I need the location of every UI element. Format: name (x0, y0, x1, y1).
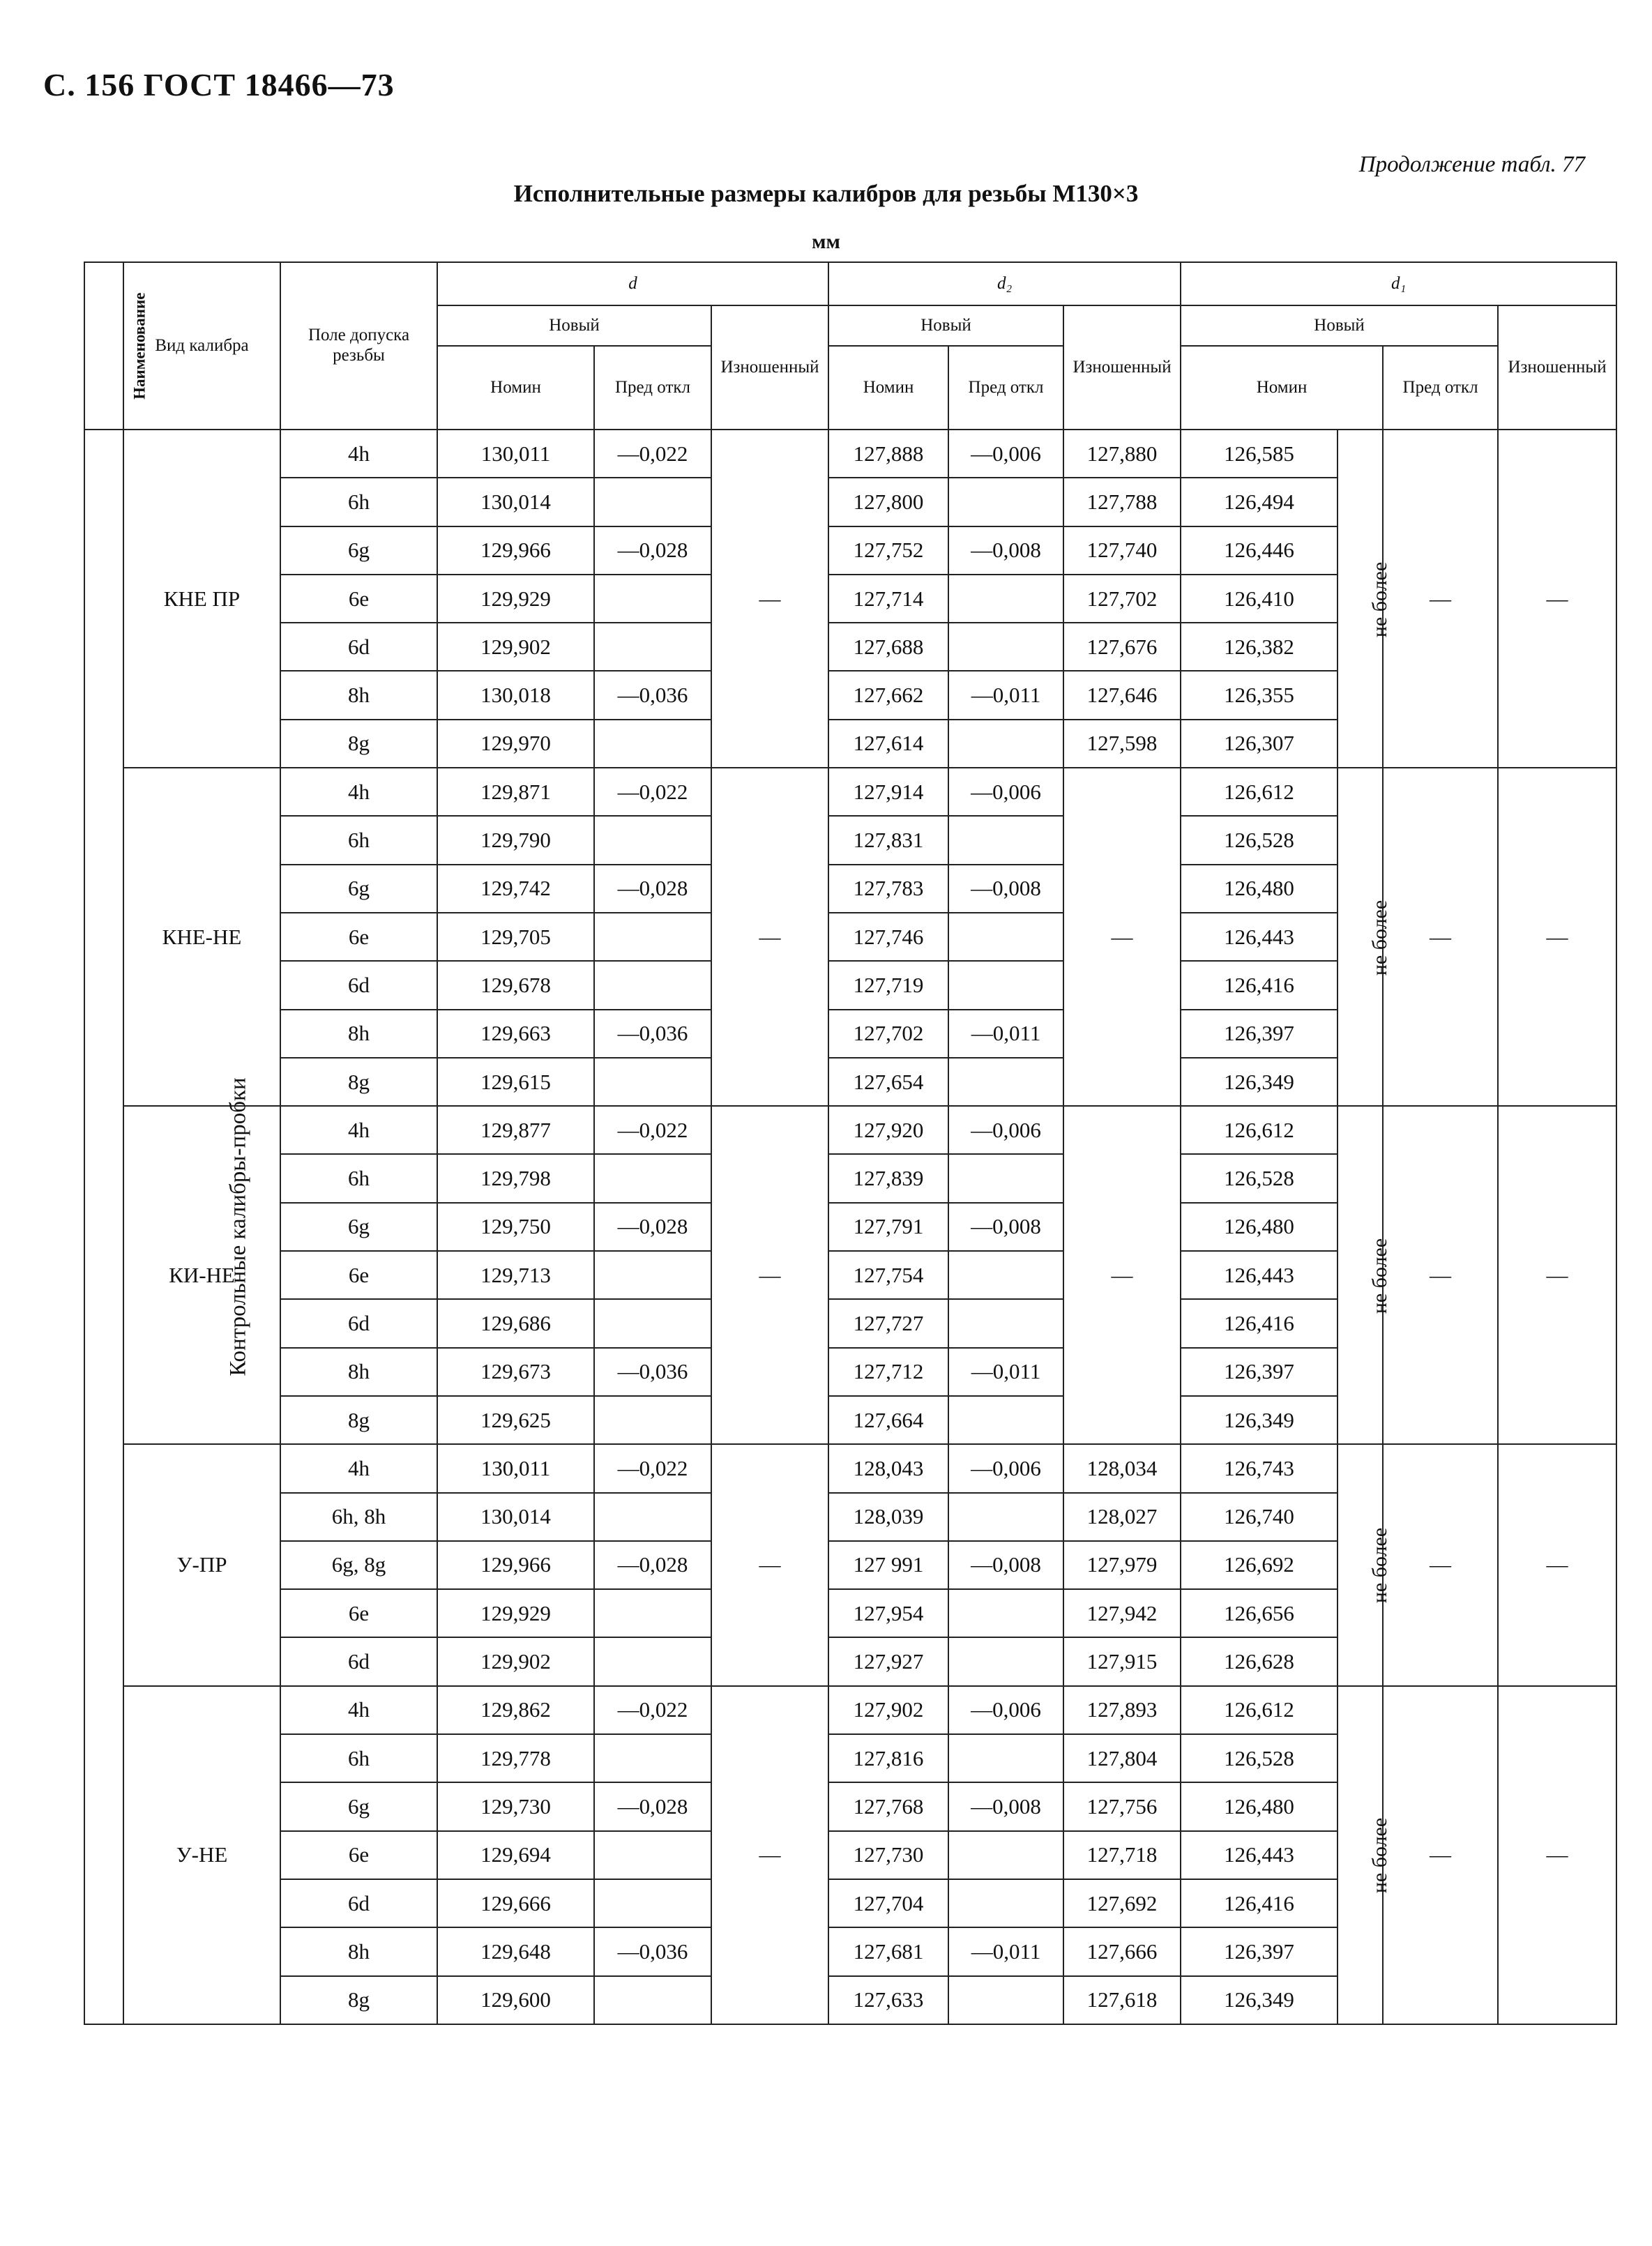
d2-deviation-cell (948, 1396, 1063, 1444)
d2-nominal-cell: 127,662 (828, 671, 948, 719)
header-tolerance: Поле допуска резьбы (280, 262, 437, 430)
d-deviation-cell (594, 1831, 711, 1879)
d2-worn-cell: 127,718 (1063, 1831, 1181, 1879)
gauge-kind: КНЕ-НЕ (123, 768, 280, 1106)
d2-deviation-cell (948, 720, 1063, 768)
d1-nominal-cell: 126,743 (1181, 1444, 1337, 1492)
tolerance-cell: 6h (280, 1154, 437, 1202)
d-nominal-cell: 129,730 (437, 1782, 594, 1830)
d2-worn-cell: 127,692 (1063, 1879, 1181, 1927)
d2-nominal-cell: 127,719 (828, 961, 948, 1009)
d2-nominal-cell: 127 991 (828, 1541, 948, 1589)
d1-deviation-cell: — (1383, 1106, 1498, 1444)
header-d-worn: Изношенный (711, 305, 828, 430)
header-d1-nominal: Номин (1181, 346, 1383, 430)
d-deviation-cell (594, 1493, 711, 1541)
tolerance-cell: 4h (280, 430, 437, 478)
d-deviation-cell (594, 1637, 711, 1685)
d-nominal-cell: 129,615 (437, 1058, 594, 1106)
d1-nominal-cell: 126,612 (1181, 768, 1337, 816)
tolerance-cell: 6h (280, 1734, 437, 1782)
d2-deviation-cell (948, 1493, 1063, 1541)
d2-deviation-cell: —0,006 (948, 768, 1063, 816)
d2-worn-cell: 127,666 (1063, 1927, 1181, 1975)
d1-nominal-cell: 126,443 (1181, 913, 1337, 961)
table-row (84, 430, 1616, 478)
d1-nominal-cell: 126,349 (1181, 1058, 1337, 1106)
header-d-new: Новый (437, 305, 711, 346)
d-nominal-cell: 129,862 (437, 1686, 594, 1734)
d2-deviation-cell (948, 1299, 1063, 1347)
d-worn-cell: — (711, 1106, 828, 1444)
d2-deviation-cell (948, 478, 1063, 526)
d-nominal-cell: 129,742 (437, 865, 594, 913)
d-nominal-cell: 129,929 (437, 575, 594, 623)
tolerance-cell: 6g (280, 1203, 437, 1251)
header-d1: d₁ (1181, 262, 1616, 305)
d-nominal-cell: 129,966 (437, 1541, 594, 1589)
d-deviation-cell: —0,036 (594, 671, 711, 719)
d1-nominal-cell: 126,410 (1181, 575, 1337, 623)
d-deviation-cell (594, 1396, 711, 1444)
d2-worn-cell: 127,880 (1063, 430, 1181, 478)
header-d: d (437, 262, 828, 305)
d1-nominal-cell: 126,416 (1181, 1879, 1337, 1927)
d-deviation-cell (594, 1976, 711, 2024)
d2-worn-cell: 127,646 (1063, 671, 1181, 719)
d2-nominal-cell: 127,754 (828, 1251, 948, 1299)
d-worn-cell: — (711, 1444, 828, 1685)
d1-worn-cell: — (1498, 430, 1616, 768)
d2-worn-cell: — (1063, 1106, 1181, 1444)
tolerance-cell: 4h (280, 1686, 437, 1734)
d-deviation-cell: —0,036 (594, 1927, 711, 1975)
d1-worn-cell: — (1498, 1106, 1616, 1444)
d2-worn-cell: 127,702 (1063, 575, 1181, 623)
d-deviation-cell (594, 1734, 711, 1782)
tolerance-cell: 8h (280, 1348, 437, 1396)
page-header: С. 156 ГОСТ 18466—73 (43, 67, 395, 103)
header-d1-new: Новый (1181, 305, 1498, 346)
tolerance-cell: 6g, 8g (280, 1541, 437, 1589)
table-row (84, 768, 1616, 816)
d2-deviation-cell (948, 1637, 1063, 1685)
d1-nominal-cell: 126,656 (1181, 1589, 1337, 1637)
d2-nominal-cell: 127,752 (828, 526, 948, 575)
d2-deviation-cell (948, 1976, 1063, 2024)
header-d2-nominal: Номин (828, 346, 948, 430)
gauge-kind: КНЕ ПР (123, 430, 280, 768)
d-worn-cell: — (711, 768, 828, 1106)
d-deviation-cell: —0,028 (594, 1203, 711, 1251)
d-nominal-cell: 129,929 (437, 1589, 594, 1637)
d-worn-cell: — (711, 1686, 828, 2024)
d1-nominal-cell: 126,628 (1181, 1637, 1337, 1685)
not-more-label: не более (1337, 1444, 1383, 1685)
d-nominal-cell: 130,011 (437, 1444, 594, 1492)
d-nominal-cell: 129,686 (437, 1299, 594, 1347)
d-deviation-cell: —0,028 (594, 1541, 711, 1589)
tolerance-cell: 4h (280, 768, 437, 816)
d2-worn-cell: 127,740 (1063, 526, 1181, 575)
d1-nominal-cell: 126,443 (1181, 1251, 1337, 1299)
d1-nominal-cell: 126,349 (1181, 1396, 1337, 1444)
d2-deviation-cell (948, 816, 1063, 864)
header-d-deviation: Пред откл (594, 346, 711, 430)
tolerance-cell: 8h (280, 1010, 437, 1058)
d1-worn-cell: — (1498, 1444, 1616, 1685)
d2-worn-cell: 127,979 (1063, 1541, 1181, 1589)
d2-nominal-cell: 127,714 (828, 575, 948, 623)
d-deviation-cell: —0,022 (594, 768, 711, 816)
d2-deviation-cell: —0,006 (948, 1444, 1063, 1492)
d2-deviation-cell: —0,011 (948, 671, 1063, 719)
table-row (84, 1444, 1616, 1492)
d-deviation-cell (594, 913, 711, 961)
header-d-nominal: Номин (437, 346, 594, 430)
header-name: Наименование (84, 262, 123, 430)
d2-worn-cell: 127,915 (1063, 1637, 1181, 1685)
d2-deviation-cell: —0,008 (948, 865, 1063, 913)
d1-worn-cell: — (1498, 1686, 1616, 2024)
d-nominal-cell: 129,673 (437, 1348, 594, 1396)
tolerance-cell: 8g (280, 1976, 437, 2024)
d2-worn-cell: 127,804 (1063, 1734, 1181, 1782)
tolerance-cell: 6e (280, 1251, 437, 1299)
tolerance-cell: 6d (280, 1879, 437, 1927)
d2-nominal-cell: 127,702 (828, 1010, 948, 1058)
d2-nominal-cell: 127,888 (828, 430, 948, 478)
d2-nominal-cell: 127,746 (828, 913, 948, 961)
d-deviation-cell: —0,036 (594, 1010, 711, 1058)
tolerance-cell: 6e (280, 1589, 437, 1637)
d-deviation-cell (594, 816, 711, 864)
d-deviation-cell (594, 1251, 711, 1299)
d2-nominal-cell: 127,727 (828, 1299, 948, 1347)
d2-deviation-cell (948, 1251, 1063, 1299)
tolerance-cell: 8g (280, 1058, 437, 1106)
d-nominal-cell: 129,871 (437, 768, 594, 816)
d2-nominal-cell: 127,914 (828, 768, 948, 816)
d-deviation-cell: —0,028 (594, 1782, 711, 1830)
d2-nominal-cell: 127,681 (828, 1927, 948, 1975)
d2-deviation-cell: —0,011 (948, 1010, 1063, 1058)
d-deviation-cell: —0,022 (594, 1686, 711, 1734)
tolerance-cell: 6e (280, 575, 437, 623)
d-nominal-cell: 129,750 (437, 1203, 594, 1251)
tolerance-cell: 8h (280, 671, 437, 719)
d2-nominal-cell: 127,927 (828, 1637, 948, 1685)
d2-worn-cell: 128,027 (1063, 1493, 1181, 1541)
d-nominal-cell: 129,713 (437, 1251, 594, 1299)
d1-nominal-cell: 126,528 (1181, 1734, 1337, 1782)
d1-nominal-cell: 126,740 (1181, 1493, 1337, 1541)
d2-worn-cell: 127,618 (1063, 1976, 1181, 2024)
d-deviation-cell: —0,028 (594, 865, 711, 913)
unit-label: мм (812, 230, 840, 253)
tolerance-cell: 6h (280, 816, 437, 864)
tolerance-cell: 4h (280, 1106, 437, 1154)
d2-deviation-cell (948, 1831, 1063, 1879)
d-nominal-cell: 130,014 (437, 1493, 594, 1541)
d1-worn-cell: — (1498, 768, 1616, 1106)
d-nominal-cell: 129,648 (437, 1927, 594, 1975)
d2-worn-cell: 127,598 (1063, 720, 1181, 768)
table-row (84, 1106, 1616, 1154)
d2-deviation-cell (948, 961, 1063, 1009)
d2-nominal-cell: 127,654 (828, 1058, 948, 1106)
d1-nominal-cell: 126,397 (1181, 1010, 1337, 1058)
tolerance-cell: 6h, 8h (280, 1493, 437, 1541)
d2-nominal-cell: 127,902 (828, 1686, 948, 1734)
d1-nominal-cell: 126,397 (1181, 1927, 1337, 1975)
tolerance-cell: 6d (280, 623, 437, 671)
d-nominal-cell: 129,798 (437, 1154, 594, 1202)
d2-deviation-cell: —0,008 (948, 1541, 1063, 1589)
d2-nominal-cell: 127,712 (828, 1348, 948, 1396)
d1-deviation-cell: — (1383, 768, 1498, 1106)
header-d2-deviation: Пред откл (948, 346, 1063, 430)
d-deviation-cell (594, 623, 711, 671)
d2-nominal-cell: 127,816 (828, 1734, 948, 1782)
d1-nominal-cell: 126,416 (1181, 961, 1337, 1009)
d1-nominal-cell: 126,612 (1181, 1106, 1337, 1154)
gauge-kind: КИ-НЕ (123, 1106, 280, 1444)
d1-nominal-cell: 126,612 (1181, 1686, 1337, 1734)
d-nominal-cell: 129,790 (437, 816, 594, 864)
d2-deviation-cell: —0,008 (948, 1203, 1063, 1251)
d2-deviation-cell (948, 913, 1063, 961)
table-continuation-note: Продолжение табл. 77 (1358, 152, 1585, 177)
d2-nominal-cell: 127,800 (828, 478, 948, 526)
d2-nominal-cell: 127,791 (828, 1203, 948, 1251)
tolerance-cell: 8g (280, 1396, 437, 1444)
d2-deviation-cell: —0,011 (948, 1348, 1063, 1396)
d1-nominal-cell: 126,416 (1181, 1299, 1337, 1347)
header-d2-new: Новый (828, 305, 1063, 346)
d1-nominal-cell: 126,446 (1181, 526, 1337, 575)
d1-deviation-cell: — (1383, 430, 1498, 768)
d-deviation-cell (594, 575, 711, 623)
d2-deviation-cell (948, 1734, 1063, 1782)
tolerance-cell: 6e (280, 913, 437, 961)
d2-deviation-cell: —0,006 (948, 1686, 1063, 1734)
header-kind: Вид калибра (123, 262, 280, 430)
d-nominal-cell: 130,014 (437, 478, 594, 526)
d-nominal-cell: 130,018 (437, 671, 594, 719)
d2-nominal-cell: 127,920 (828, 1106, 948, 1154)
d-deviation-cell: —0,036 (594, 1348, 711, 1396)
d1-nominal-cell: 126,480 (1181, 1203, 1337, 1251)
d2-deviation-cell: —0,011 (948, 1927, 1063, 1975)
d2-deviation-cell: —0,006 (948, 430, 1063, 478)
d1-nominal-cell: 126,355 (1181, 671, 1337, 719)
d2-worn-cell: — (1063, 768, 1181, 1106)
tolerance-cell: 4h (280, 1444, 437, 1492)
d1-nominal-cell: 126,397 (1181, 1348, 1337, 1396)
table-title: Исполнительные размеры калибров для резьбы М130×3 (513, 180, 1139, 207)
d-deviation-cell (594, 1058, 711, 1106)
not-more-label: не более (1337, 768, 1383, 1106)
d2-deviation-cell (948, 1154, 1063, 1202)
d1-deviation-cell: — (1383, 1444, 1498, 1685)
d-nominal-cell: 129,666 (437, 1879, 594, 1927)
gauge-kind: У-НЕ (123, 1686, 280, 2024)
d2-nominal-cell: 127,839 (828, 1154, 948, 1202)
tolerance-cell: 6e (280, 1831, 437, 1879)
d-nominal-cell: 129,678 (437, 961, 594, 1009)
d2-deviation-cell (948, 1589, 1063, 1637)
d-nominal-cell: 129,600 (437, 1976, 594, 2024)
d-deviation-cell (594, 478, 711, 526)
d-deviation-cell (594, 1879, 711, 1927)
d2-deviation-cell: —0,008 (948, 526, 1063, 575)
d-deviation-cell (594, 1154, 711, 1202)
d-nominal-cell: 129,902 (437, 1637, 594, 1685)
d-nominal-cell: 129,877 (437, 1106, 594, 1154)
not-more-label: не более (1337, 1106, 1383, 1444)
d1-nominal-cell: 126,585 (1181, 430, 1337, 478)
d2-nominal-cell: 128,039 (828, 1493, 948, 1541)
d2-deviation-cell (948, 1879, 1063, 1927)
d1-nominal-cell: 126,307 (1181, 720, 1337, 768)
d2-nominal-cell: 127,954 (828, 1589, 948, 1637)
tolerance-cell: 6g (280, 526, 437, 575)
tolerance-cell: 6g (280, 1782, 437, 1830)
d-nominal-cell: 129,778 (437, 1734, 594, 1782)
d2-worn-cell: 127,676 (1063, 623, 1181, 671)
d2-worn-cell: 127,756 (1063, 1782, 1181, 1830)
d2-nominal-cell: 128,043 (828, 1444, 948, 1492)
d-nominal-cell: 129,663 (437, 1010, 594, 1058)
d1-nominal-cell: 126,692 (1181, 1541, 1337, 1589)
d2-nominal-cell: 127,614 (828, 720, 948, 768)
d-deviation-cell (594, 1589, 711, 1637)
d2-worn-cell: 127,788 (1063, 478, 1181, 526)
d1-deviation-cell: — (1383, 1686, 1498, 2024)
header-d2-worn: Изношенный (1063, 305, 1181, 430)
d-deviation-cell: —0,022 (594, 1106, 711, 1154)
d-nominal-cell: 129,966 (437, 526, 594, 575)
d-nominal-cell: 129,625 (437, 1396, 594, 1444)
tolerance-cell: 6d (280, 961, 437, 1009)
d1-nominal-cell: 126,528 (1181, 1154, 1337, 1202)
header-d1-deviation: Пред откл (1383, 346, 1498, 430)
table-row (84, 1686, 1616, 1734)
d2-worn-cell: 127,942 (1063, 1589, 1181, 1637)
tolerance-cell: 8h (280, 1927, 437, 1975)
gauge-dimensions-table (84, 261, 1617, 2025)
d2-worn-cell: 127,893 (1063, 1686, 1181, 1734)
d-deviation-cell: —0,028 (594, 526, 711, 575)
not-more-label: не более (1337, 1686, 1383, 2024)
d2-deviation-cell (948, 575, 1063, 623)
d2-nominal-cell: 127,688 (828, 623, 948, 671)
d-deviation-cell: —0,022 (594, 1444, 711, 1492)
d1-nominal-cell: 126,528 (1181, 816, 1337, 864)
d-nominal-cell: 129,694 (437, 1831, 594, 1879)
d2-worn-cell: 128,034 (1063, 1444, 1181, 1492)
d1-nominal-cell: 126,349 (1181, 1976, 1337, 2024)
d2-nominal-cell: 127,633 (828, 1976, 948, 2024)
d2-nominal-cell: 127,704 (828, 1879, 948, 1927)
tolerance-cell: 6h (280, 478, 437, 526)
d-nominal-cell: 129,970 (437, 720, 594, 768)
d2-deviation-cell (948, 623, 1063, 671)
d2-nominal-cell: 127,664 (828, 1396, 948, 1444)
d1-nominal-cell: 126,443 (1181, 1831, 1337, 1879)
d2-nominal-cell: 127,831 (828, 816, 948, 864)
side-label: Контрольные калибры-пробки (84, 430, 123, 2024)
d-nominal-cell: 129,902 (437, 623, 594, 671)
d2-nominal-cell: 127,730 (828, 1831, 948, 1879)
d2-deviation-cell: —0,006 (948, 1106, 1063, 1154)
tolerance-cell: 6d (280, 1637, 437, 1685)
d1-nominal-cell: 126,480 (1181, 865, 1337, 913)
d2-deviation-cell (948, 1058, 1063, 1106)
d-worn-cell: — (711, 430, 828, 768)
not-more-label: не более (1337, 430, 1383, 768)
d-deviation-cell (594, 1299, 711, 1347)
d1-nominal-cell: 126,494 (1181, 478, 1337, 526)
d-deviation-cell (594, 961, 711, 1009)
header-d2: d₂ (828, 262, 1181, 305)
d-deviation-cell (594, 720, 711, 768)
tolerance-cell: 8g (280, 720, 437, 768)
gauge-kind: У-ПР (123, 1444, 280, 1685)
d2-deviation-cell: —0,008 (948, 1782, 1063, 1830)
d1-nominal-cell: 126,480 (1181, 1782, 1337, 1830)
d-nominal-cell: 129,705 (437, 913, 594, 961)
d1-nominal-cell: 126,382 (1181, 623, 1337, 671)
d2-nominal-cell: 127,768 (828, 1782, 948, 1830)
tolerance-cell: 6d (280, 1299, 437, 1347)
d2-nominal-cell: 127,783 (828, 865, 948, 913)
header-d1-worn: Изношенный (1498, 305, 1616, 430)
tolerance-cell: 6g (280, 865, 437, 913)
d-deviation-cell: —0,022 (594, 430, 711, 478)
d-nominal-cell: 130,011 (437, 430, 594, 478)
